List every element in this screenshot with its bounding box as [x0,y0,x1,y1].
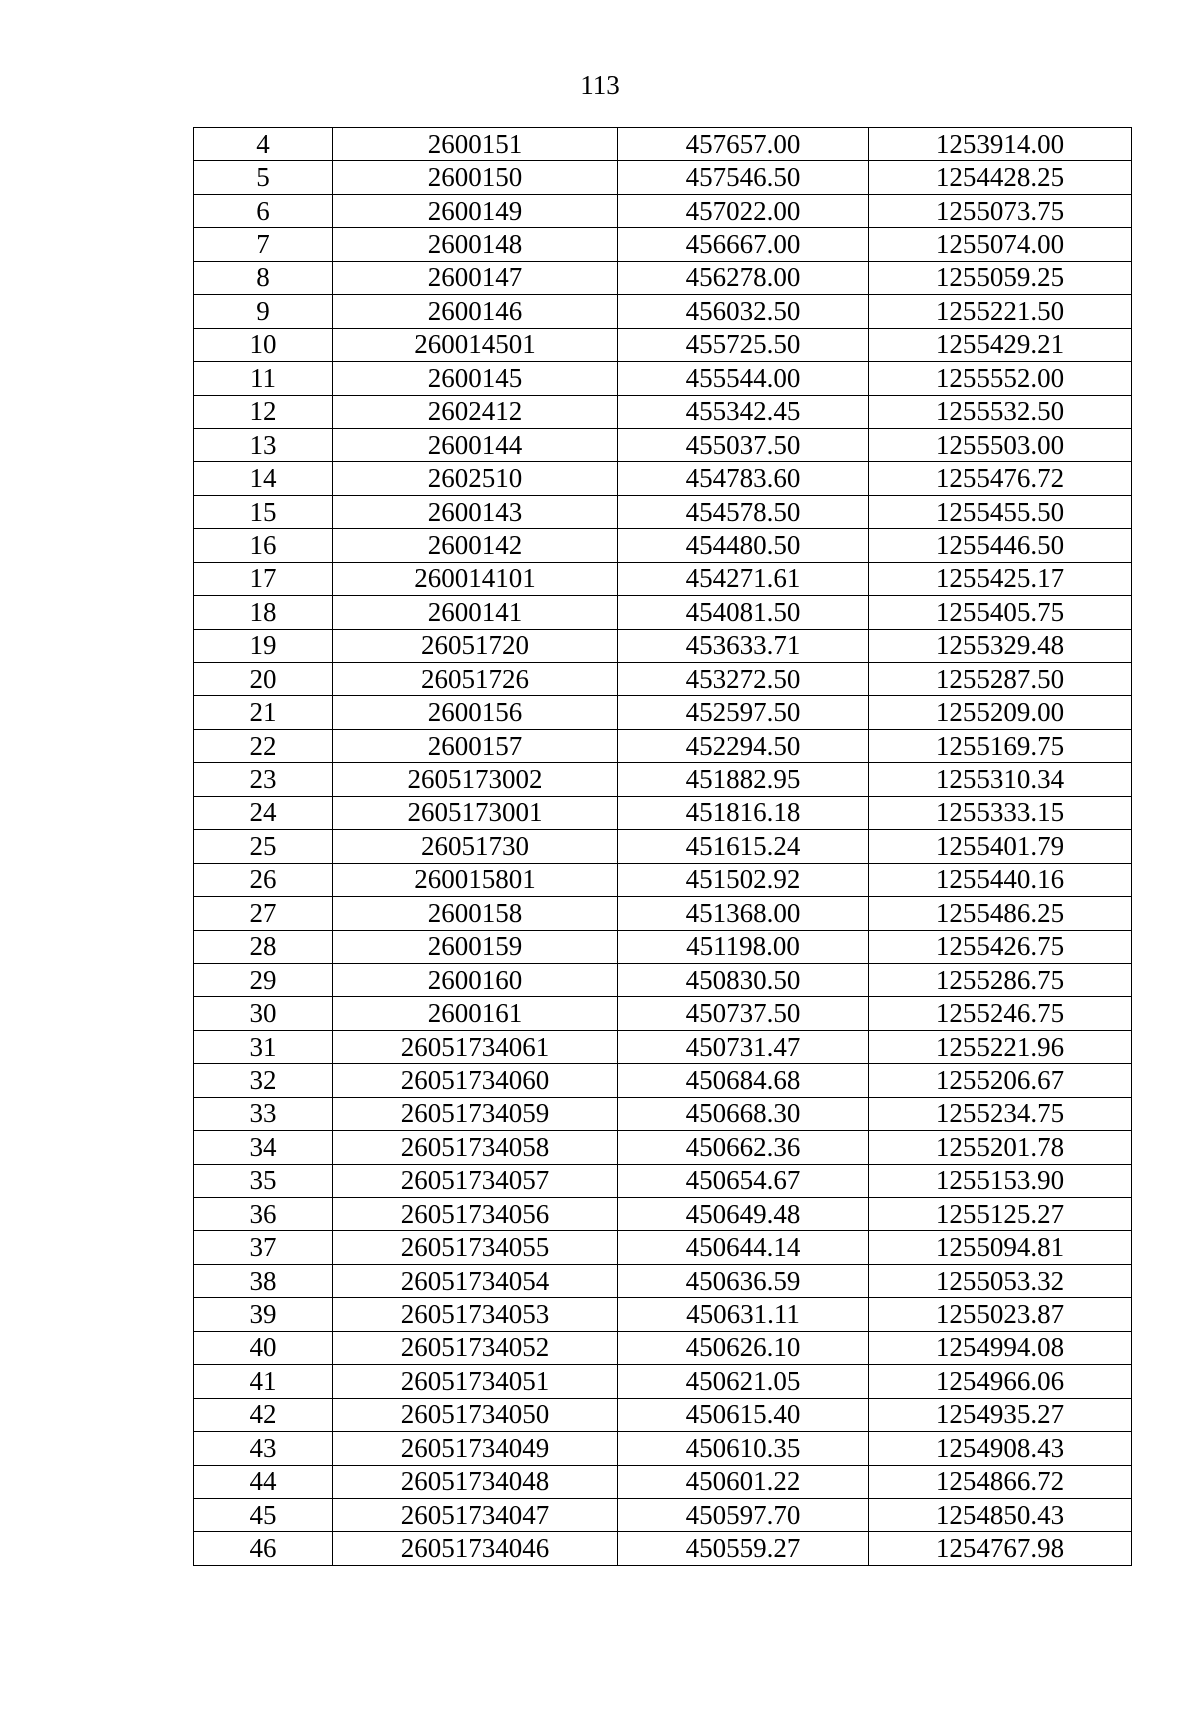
x-coordinate-cell: 452294.50 [618,729,869,762]
x-coordinate-cell: 450610.35 [618,1432,869,1465]
y-coordinate-cell: 1254908.43 [869,1432,1132,1465]
row-number-cell: 9 [194,295,333,328]
table-row [194,663,1132,696]
x-coordinate-cell: 450615.40 [618,1398,869,1431]
x-coordinate-cell: 450662.36 [618,1131,869,1164]
point-id-cell: 2605173001 [333,796,618,829]
x-coordinate-cell: 451502.92 [618,863,869,896]
table-row [194,596,1132,629]
point-id-cell: 26051734048 [333,1465,618,1498]
point-id-cell: 26051734047 [333,1498,618,1531]
x-coordinate-cell: 454578.50 [618,495,869,528]
row-number-cell: 40 [194,1331,333,1364]
x-coordinate-cell: 453272.50 [618,663,869,696]
row-number-cell: 41 [194,1365,333,1398]
table-row [194,1465,1132,1498]
point-id-cell: 2600144 [333,428,618,461]
x-coordinate-cell: 455725.50 [618,328,869,361]
x-coordinate-cell: 450684.68 [618,1064,869,1097]
point-id-cell: 2600156 [333,696,618,729]
y-coordinate-cell: 1255287.50 [869,663,1132,696]
x-coordinate-cell: 457022.00 [618,194,869,227]
row-number-cell: 30 [194,997,333,1030]
x-coordinate-cell: 454480.50 [618,529,869,562]
x-coordinate-cell: 456032.50 [618,295,869,328]
table-row [194,1331,1132,1364]
point-id-cell: 26051734052 [333,1331,618,1364]
point-id-cell: 2600157 [333,729,618,762]
y-coordinate-cell: 1255053.32 [869,1264,1132,1297]
row-number-cell: 42 [194,1398,333,1431]
y-coordinate-cell: 1255234.75 [869,1097,1132,1130]
y-coordinate-cell: 1255153.90 [869,1164,1132,1197]
point-id-cell: 2600147 [333,261,618,294]
row-number-cell: 35 [194,1164,333,1197]
point-id-cell: 26051734061 [333,1030,618,1063]
x-coordinate-cell: 450668.30 [618,1097,869,1130]
table-row [194,161,1132,194]
x-coordinate-cell: 457657.00 [618,128,869,161]
x-coordinate-cell: 450559.27 [618,1532,869,1565]
table-row [194,1365,1132,1398]
y-coordinate-cell: 1255246.75 [869,997,1132,1030]
x-coordinate-cell: 450631.11 [618,1298,869,1331]
point-id-cell: 2602412 [333,395,618,428]
point-id-cell: 2600142 [333,529,618,562]
x-coordinate-cell: 450626.10 [618,1331,869,1364]
table-row [194,696,1132,729]
table-row [194,963,1132,996]
table-row [194,1498,1132,1531]
x-coordinate-cell: 452597.50 [618,696,869,729]
row-number-cell: 39 [194,1298,333,1331]
table-row [194,863,1132,896]
x-coordinate-cell: 457546.50 [618,161,869,194]
x-coordinate-cell: 455037.50 [618,428,869,461]
point-id-cell: 26051734058 [333,1131,618,1164]
row-number-cell: 13 [194,428,333,461]
y-coordinate-cell: 1255532.50 [869,395,1132,428]
point-id-cell: 26051734051 [333,1365,618,1398]
point-id-cell: 2600143 [333,495,618,528]
y-coordinate-cell: 1255310.34 [869,763,1132,796]
y-coordinate-cell: 1255333.15 [869,796,1132,829]
point-id-cell: 2600158 [333,897,618,930]
y-coordinate-cell: 1255476.72 [869,462,1132,495]
row-number-cell: 23 [194,763,333,796]
y-coordinate-cell: 1254850.43 [869,1498,1132,1531]
table-row [194,729,1132,762]
row-number-cell: 36 [194,1198,333,1231]
point-id-cell: 260014501 [333,328,618,361]
row-number-cell: 12 [194,395,333,428]
x-coordinate-cell: 450649.48 [618,1198,869,1231]
table-body [194,128,1132,1566]
row-number-cell: 11 [194,362,333,395]
row-number-cell: 37 [194,1231,333,1264]
y-coordinate-cell: 1255206.67 [869,1064,1132,1097]
x-coordinate-cell: 454783.60 [618,462,869,495]
y-coordinate-cell: 1255074.00 [869,228,1132,261]
row-number-cell: 44 [194,1465,333,1498]
point-id-cell: 2602510 [333,462,618,495]
table-row [194,1432,1132,1465]
table-row [194,897,1132,930]
table-row [194,796,1132,829]
x-coordinate-cell: 455342.45 [618,395,869,428]
row-number-cell: 7 [194,228,333,261]
y-coordinate-cell: 1255401.79 [869,830,1132,863]
point-id-cell: 26051726 [333,663,618,696]
point-id-cell: 26051734055 [333,1231,618,1264]
row-number-cell: 21 [194,696,333,729]
table-row [194,1198,1132,1231]
y-coordinate-cell: 1255073.75 [869,194,1132,227]
table-row [194,1064,1132,1097]
point-id-cell: 26051734054 [333,1264,618,1297]
point-id-cell: 2600161 [333,997,618,1030]
point-id-cell: 2600148 [333,228,618,261]
x-coordinate-cell: 450654.67 [618,1164,869,1197]
row-number-cell: 22 [194,729,333,762]
y-coordinate-cell: 1254994.08 [869,1331,1132,1364]
point-id-cell: 26051734050 [333,1398,618,1431]
point-id-cell: 26051734053 [333,1298,618,1331]
row-number-cell: 33 [194,1097,333,1130]
y-coordinate-cell: 1255209.00 [869,696,1132,729]
row-number-cell: 31 [194,1030,333,1063]
y-coordinate-cell: 1255503.00 [869,428,1132,461]
x-coordinate-cell: 450731.47 [618,1030,869,1063]
row-number-cell: 15 [194,495,333,528]
row-number-cell: 25 [194,830,333,863]
row-number-cell: 20 [194,663,333,696]
page-number: 113 [580,70,620,100]
row-number-cell: 17 [194,562,333,595]
y-coordinate-cell: 1255486.25 [869,897,1132,930]
row-number-cell: 5 [194,161,333,194]
point-id-cell: 2605173002 [333,763,618,796]
x-coordinate-cell: 451368.00 [618,897,869,930]
row-number-cell: 6 [194,194,333,227]
y-coordinate-cell: 1255059.25 [869,261,1132,294]
point-id-cell: 2600150 [333,161,618,194]
point-id-cell: 260014101 [333,562,618,595]
point-id-cell: 2600160 [333,963,618,996]
point-id-cell: 26051734056 [333,1198,618,1231]
point-id-cell: 26051734049 [333,1432,618,1465]
y-coordinate-cell: 1255425.17 [869,562,1132,595]
x-coordinate-cell: 450601.22 [618,1465,869,1498]
y-coordinate-cell: 1255023.87 [869,1298,1132,1331]
y-coordinate-cell: 1255552.00 [869,362,1132,395]
point-id-cell: 260015801 [333,863,618,896]
point-id-cell: 26051734060 [333,1064,618,1097]
y-coordinate-cell: 1255221.50 [869,295,1132,328]
point-id-cell: 26051720 [333,629,618,662]
table-row [194,1532,1132,1565]
x-coordinate-cell: 451816.18 [618,796,869,829]
point-id-cell: 26051734057 [333,1164,618,1197]
table-row [194,428,1132,461]
row-number-cell: 19 [194,629,333,662]
row-number-cell: 24 [194,796,333,829]
point-id-cell: 2600145 [333,362,618,395]
row-number-cell: 14 [194,462,333,495]
x-coordinate-cell: 454271.61 [618,562,869,595]
table-row [194,830,1132,863]
table-row [194,295,1132,328]
y-coordinate-cell: 1254767.98 [869,1532,1132,1565]
y-coordinate-cell: 1255201.78 [869,1131,1132,1164]
point-id-cell: 2600141 [333,596,618,629]
table-row [194,261,1132,294]
x-coordinate-cell: 451615.24 [618,830,869,863]
x-coordinate-cell: 450597.70 [618,1498,869,1531]
x-coordinate-cell: 451882.95 [618,763,869,796]
y-coordinate-cell: 1254428.25 [869,161,1132,194]
row-number-cell: 34 [194,1131,333,1164]
table-row [194,128,1132,161]
y-coordinate-cell: 1255094.81 [869,1231,1132,1264]
point-id-cell: 2600149 [333,194,618,227]
y-coordinate-cell: 1253914.00 [869,128,1132,161]
row-number-cell: 10 [194,328,333,361]
row-number-cell: 27 [194,897,333,930]
row-number-cell: 26 [194,863,333,896]
table-row [194,930,1132,963]
y-coordinate-cell: 1254966.06 [869,1365,1132,1398]
table-row [194,1131,1132,1164]
table-row [194,495,1132,528]
x-coordinate-cell: 450636.59 [618,1264,869,1297]
table-row [194,194,1132,227]
row-number-cell: 43 [194,1432,333,1465]
point-id-cell: 2600151 [333,128,618,161]
table-row [194,1264,1132,1297]
x-coordinate-cell: 453633.71 [618,629,869,662]
table-row [194,997,1132,1030]
row-number-cell: 38 [194,1264,333,1297]
row-number-cell: 46 [194,1532,333,1565]
y-coordinate-cell: 1255169.75 [869,729,1132,762]
table-row [194,562,1132,595]
table-row [194,1030,1132,1063]
y-coordinate-cell: 1255440.16 [869,863,1132,896]
table-row [194,395,1132,428]
y-coordinate-cell: 1255426.75 [869,930,1132,963]
table-row [194,763,1132,796]
y-coordinate-cell: 1255221.96 [869,1030,1132,1063]
table-row [194,1398,1132,1431]
row-number-cell: 18 [194,596,333,629]
y-coordinate-cell: 1255455.50 [869,495,1132,528]
x-coordinate-cell: 456278.00 [618,261,869,294]
row-number-cell: 28 [194,930,333,963]
point-id-cell: 2600146 [333,295,618,328]
x-coordinate-cell: 450737.50 [618,997,869,1030]
row-number-cell: 4 [194,128,333,161]
point-id-cell: 26051734046 [333,1532,618,1565]
table-row [194,228,1132,261]
table-row [194,1097,1132,1130]
table-row [194,362,1132,395]
x-coordinate-cell: 456667.00 [618,228,869,261]
y-coordinate-cell: 1254935.27 [869,1398,1132,1431]
table-row [194,328,1132,361]
table-row [194,529,1132,562]
y-coordinate-cell: 1255405.75 [869,596,1132,629]
table-row [194,629,1132,662]
point-id-cell: 26051730 [333,830,618,863]
x-coordinate-cell: 455544.00 [618,362,869,395]
y-coordinate-cell: 1255286.75 [869,963,1132,996]
row-number-cell: 32 [194,1064,333,1097]
y-coordinate-cell: 1255429.21 [869,328,1132,361]
y-coordinate-cell: 1255329.48 [869,629,1132,662]
table-row [194,462,1132,495]
coordinates-table [193,127,1132,1566]
table-row [194,1298,1132,1331]
x-coordinate-cell: 454081.50 [618,596,869,629]
row-number-cell: 16 [194,529,333,562]
row-number-cell: 29 [194,963,333,996]
x-coordinate-cell: 451198.00 [618,930,869,963]
x-coordinate-cell: 450830.50 [618,963,869,996]
point-id-cell: 2600159 [333,930,618,963]
table-row [194,1231,1132,1264]
row-number-cell: 45 [194,1498,333,1531]
y-coordinate-cell: 1255125.27 [869,1198,1132,1231]
row-number-cell: 8 [194,261,333,294]
x-coordinate-cell: 450644.14 [618,1231,869,1264]
y-coordinate-cell: 1254866.72 [869,1465,1132,1498]
y-coordinate-cell: 1255446.50 [869,529,1132,562]
point-id-cell: 26051734059 [333,1097,618,1130]
x-coordinate-cell: 450621.05 [618,1365,869,1398]
table-row [194,1164,1132,1197]
